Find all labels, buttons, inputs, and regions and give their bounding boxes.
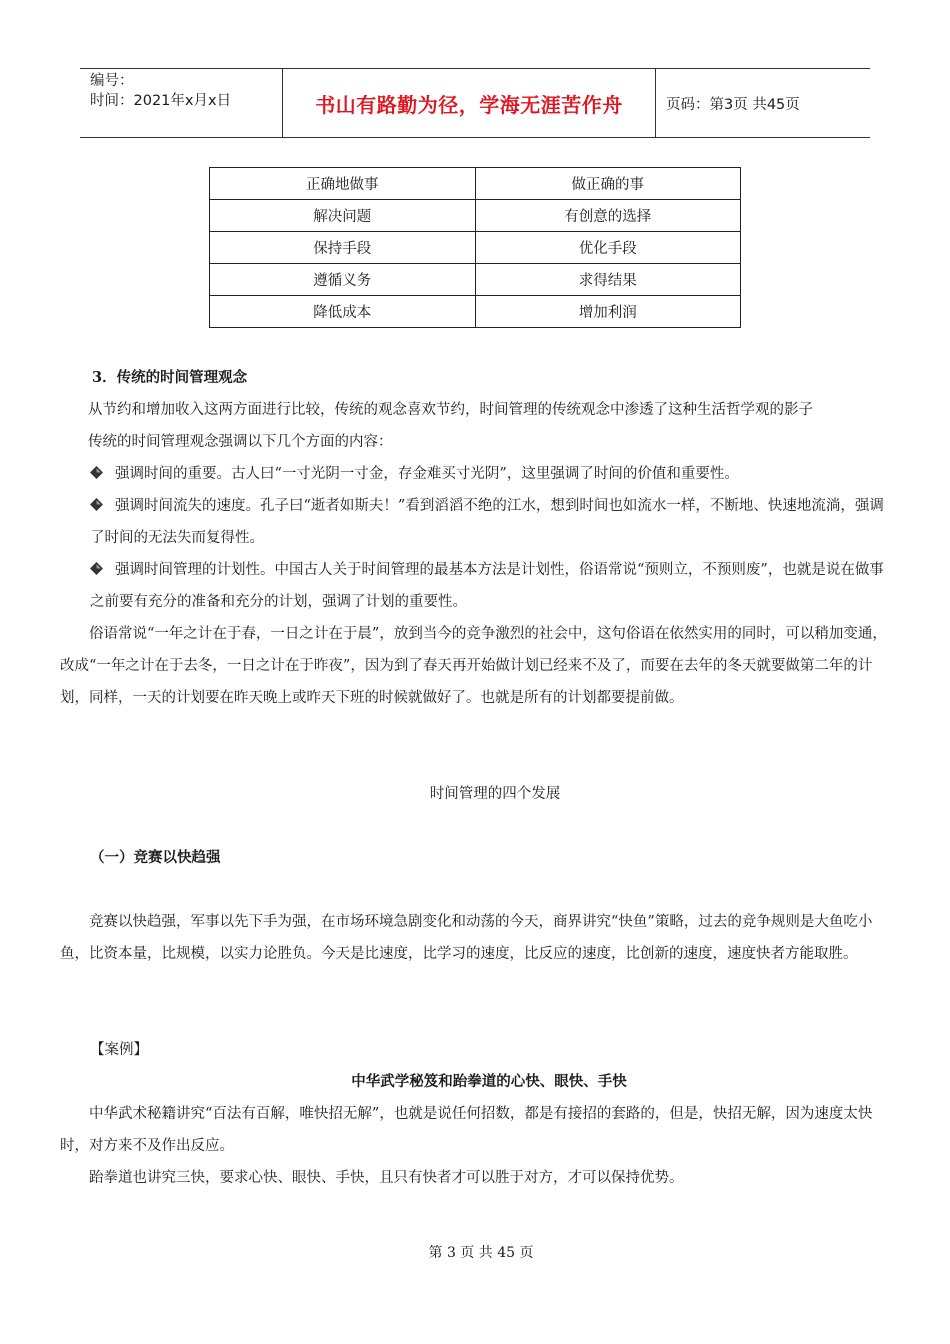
paragraph: 传统的时间管理观念强调以下几个方面的内容： <box>88 434 393 450</box>
header-meta <box>80 69 282 137</box>
table-cell: 正确地做事 <box>210 168 476 200</box>
list-item-text: 强调时间流失的速度。孔子曰“逝者如斯夫！”看到滔滔不绝的江水，想到时间也如流水一样，不断地、快速地流淌，强调了时间的无法失而复得性。 <box>90 498 884 546</box>
header-code: 编号： <box>90 73 134 89</box>
header-motto: 书山有路勤为径，学海无涯苦作舟 <box>282 69 656 137</box>
list-item <box>90 458 890 490</box>
case-title: 中华武学秘笈和跆拳道的心快、眼快、手快 <box>351 1073 627 1090</box>
diamond-bullet-icon <box>90 498 103 511</box>
list-item-text: 强调时间管理的计划性。中国古人关于时间管理的最基本方法是计划性，俗语常说“预则立，不预则废”，也就是说在做事之前要有充分的准备和充分的计划，强调了计划的重要性。 <box>90 562 884 610</box>
header-date: 时间：2021年x月x日 <box>90 93 232 109</box>
list-item <box>90 490 890 554</box>
comparison-table <box>209 167 741 328</box>
table-row <box>210 232 741 264</box>
table-cell: 保持手段 <box>210 232 476 264</box>
table-cell: 降低成本 <box>210 296 476 328</box>
table-cell: 有创意的选择 <box>475 200 741 232</box>
table-cell: 增加利润 <box>475 296 741 328</box>
section-heading: （一）竞赛以快趋强 <box>90 849 221 866</box>
table-cell: 解决问题 <box>210 200 476 232</box>
list-item <box>90 554 890 618</box>
case-label: 【案例】 <box>90 1042 148 1058</box>
table-row <box>210 200 741 232</box>
table-row <box>210 296 741 328</box>
paragraph: 中华武术秘籍讲究“百法有百解，唯快招无解”，也就是说任何招数，都是有接招的套路的，但是，快招无解，因为速度太快时，对方来不及作出反应。 <box>60 1106 873 1154</box>
table-cell: 遵循义务 <box>210 264 476 296</box>
paragraph: 从节约和增加收入这两方面进行比较，传统的观念喜欢节约，时间管理的传统观念中渗透了这种生活哲学观的影子 <box>88 402 813 418</box>
table-cell: 做正确的事 <box>475 168 741 200</box>
table-row <box>210 168 741 200</box>
table-cell: 优化手段 <box>475 232 741 264</box>
paragraph: 俗语常说“一年之计在于春，一日之计在于晨”，放到当今的竞争激烈的社会中，这句俗语在依然实用的同时，可以稍加变通，改成“一年之计在于去冬，一日之计在于昨夜”，因为到了春天再开始做计划已经来不及了，而要在去年的冬天就要做第二年的计划，同样，一天的计划要在昨天晚上或昨天下班的时候就做好了。也就是所有的计划都要提前做。 <box>60 626 887 706</box>
table-cell: 求得结果 <box>475 264 741 296</box>
header-page-info: 页码：第3页 共45页 <box>666 96 800 113</box>
diamond-bullet-icon <box>90 466 103 479</box>
subtitle: 时间管理的四个发展 <box>429 786 561 802</box>
page-header <box>80 68 870 138</box>
section-heading: 3．传统的时间管理观念 <box>92 369 248 386</box>
paragraph: 竞赛以快趋强，军事以先下手为强，在市场环境急剧变化和动荡的今天，商界讲究“快鱼”策略，过去的竞争规则是大鱼吃小鱼，比资本量，比规模，以实力论胜负。今天是比速度，比学习的速度，比反应的速度，比创新的速度，速度快者方能取胜。 <box>60 914 873 962</box>
list-item-text: 强调时间的重要。古人曰“一寸光阴一寸金，存金难买寸光阴”，这里强调了时间的价值和重要性。 <box>115 466 739 482</box>
page-footer: 第 3 页 共 45 页 <box>428 1245 534 1261</box>
table-row <box>210 264 741 296</box>
paragraph: 跆拳道也讲究三快，要求心快、眼快、手快，且只有快者才可以胜于对方，才可以保持优势。 <box>89 1170 684 1186</box>
diamond-bullet-icon <box>90 562 103 575</box>
